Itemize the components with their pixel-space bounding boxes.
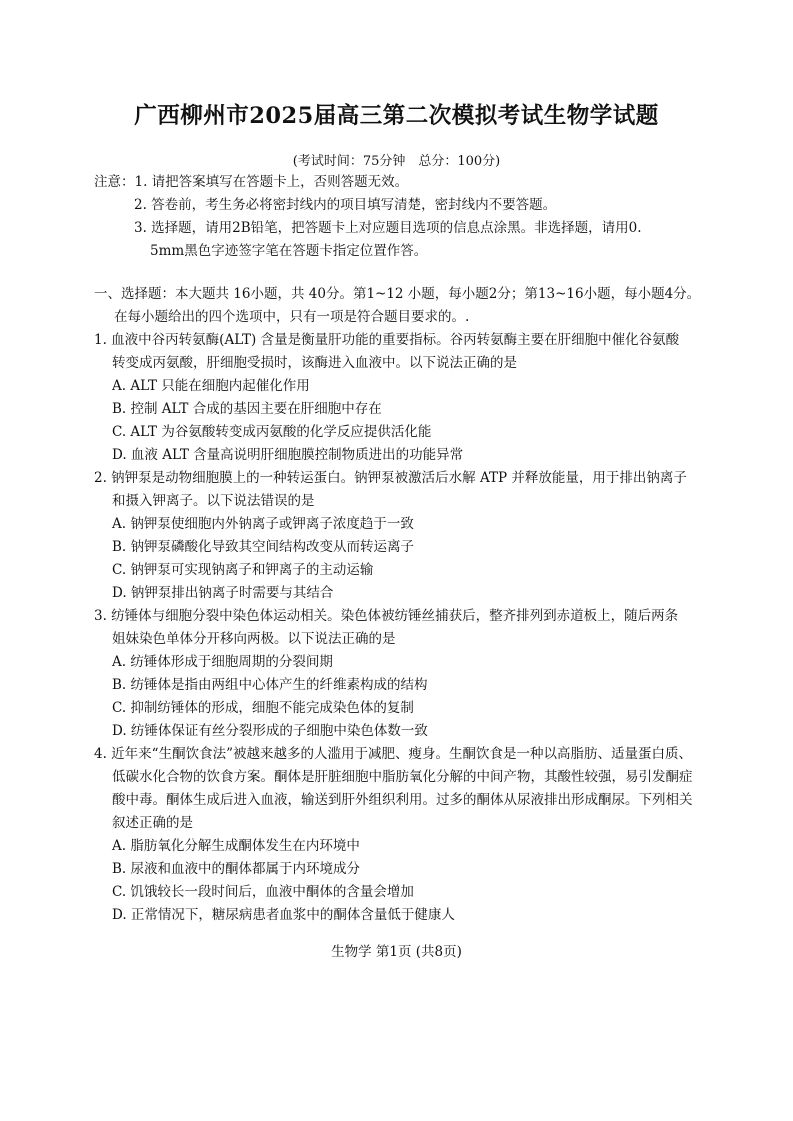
notice-line-1: 注意：1. 请把答案填写在答题卡上，否则答题无效。 — [94, 174, 409, 190]
question-4-stem-line-4: 叙述正确的是 — [112, 815, 193, 831]
exam-time-info: (考试时间：75分钟 总分：100分) — [292, 154, 501, 169]
question-4-option-a: A. 脂肪氧化分解生成酮体发生在内环境中 — [112, 838, 360, 854]
question-2-stem-line-2: 和摄入钾离子。以下说法错误的是 — [112, 493, 315, 509]
question-1-option-c: C. ALT 为谷氨酸转变成丙氨酸的化学反应提供活化能 — [112, 424, 432, 440]
question-4-option-c: C. 饥饿较长一段时间后，血液中酮体的含量会增加 — [112, 884, 414, 900]
question-1-option-b: B. 控制 ALT 合成的基因主要在肝细胞中存在 — [112, 401, 382, 417]
question-1-stem-line-1: 1. 血液中谷丙转氨酶(ALT) 含量是衡量肝功能的重要指标。谷丙转氨酶主要在肝细胞中催化谷氨酸 — [94, 332, 680, 348]
question-3-stem-line-1: 3. 纺锤体与细胞分裂中染色体运动相关。染色体被纺锤丝捕获后，整齐排列到赤道板上，随后两条 — [94, 608, 679, 624]
section-instruction: 在每小题给出的四个选项中，只有一项是符合题目要求的。. — [114, 309, 470, 325]
question-1-option-d: D. 血液 ALT 含量高说明肝细胞膜控制物质进出的功能异常 — [112, 447, 464, 463]
section-heading: 一、选择题：本大题共 16小题，共 40分。第1~12 小题，每小题2分；第13~16小题，每小题4分。 — [94, 286, 701, 302]
notice-line-2: 2. 答卷前，考生务必将密封线内的项目填写清楚，密封线内不要答题。 — [134, 197, 557, 213]
question-3-option-d: D. 纺锤体保证有丝分裂形成的子细胞中染色体数一致 — [112, 723, 428, 739]
question-3-option-a: A. 纺锤体形成于细胞周期的分裂间期 — [112, 654, 333, 670]
question-4-stem-line-2: 低碳水化合物的饮食方案。酮体是肝脏细胞中脂肪氧化分解的中间产物，其酸性较强，易引发酮症 — [112, 769, 693, 785]
question-2-option-a: A. 钠钾泵使细胞内外钠离子或钾离子浓度趋于一致 — [112, 516, 414, 532]
question-2-option-d: D. 钠钾泵排出钠离子时需要与其结合 — [112, 585, 334, 601]
question-4-stem-line-3: 酸中毒。酮体生成后进入血液，输送到肝外组织利用。过多的酮体从尿液排出形成酮尿。下列相关 — [112, 792, 693, 808]
question-2-option-b: B. 钠钾泵磷酸化导致其空间结构改变从而转运离子 — [112, 539, 415, 555]
question-4-option-d: D. 正常情况下，糖尿病患者血浆中的酮体含量低于健康人 — [112, 907, 455, 923]
question-3-option-c: C. 抑制纺锤体的形成，细胞不能完成染色体的复制 — [112, 700, 414, 716]
page-footer: 生物学 第1页 (共8页) — [331, 944, 462, 960]
question-3-stem-line-2: 姐妹染色单体分开移向两极。以下说法正确的是 — [112, 631, 396, 647]
question-1-option-a: A. ALT 只能在细胞内起催化作用 — [112, 378, 310, 394]
question-4-stem-line-1: 4. 近年来“生酮饮食法”被越来越多的人滥用于减肥、瘦身。生酮饮食是一种以高脂肪、适量蛋白质、 — [94, 746, 692, 762]
notice-line-4: 5mm黑色字迹签字笔在答题卡指定位置作答。 — [150, 243, 428, 259]
question-1-stem-line-2: 转变成丙氨酸，肝细胞受损时，该酶进入血液中。以下说法正确的是 — [112, 355, 517, 371]
question-2-stem-line-1: 2. 钠钾泵是动物细胞膜上的一种转运蛋白。钠钾泵被激活后水解 ATP 并释放能量，用于排出钠离子 — [94, 470, 687, 486]
notice-line-3: 3. 选择题，请用2B铅笔，把答题卡上对应题目选项的信息点涂黑。非选择题，请用0. — [134, 220, 642, 236]
exam-title: 广西柳州市2025届高三第二次模拟考试生物学试题 — [134, 103, 659, 129]
question-2-option-c: C. 钠钾泵可实现钠离子和钾离子的主动运输 — [112, 562, 374, 578]
question-3-option-b: B. 纺锤体是指由两组中心体产生的纤维素构成的结构 — [112, 677, 428, 693]
question-4-option-b: B. 尿液和血液中的酮体都属于内环境成分 — [112, 861, 361, 877]
